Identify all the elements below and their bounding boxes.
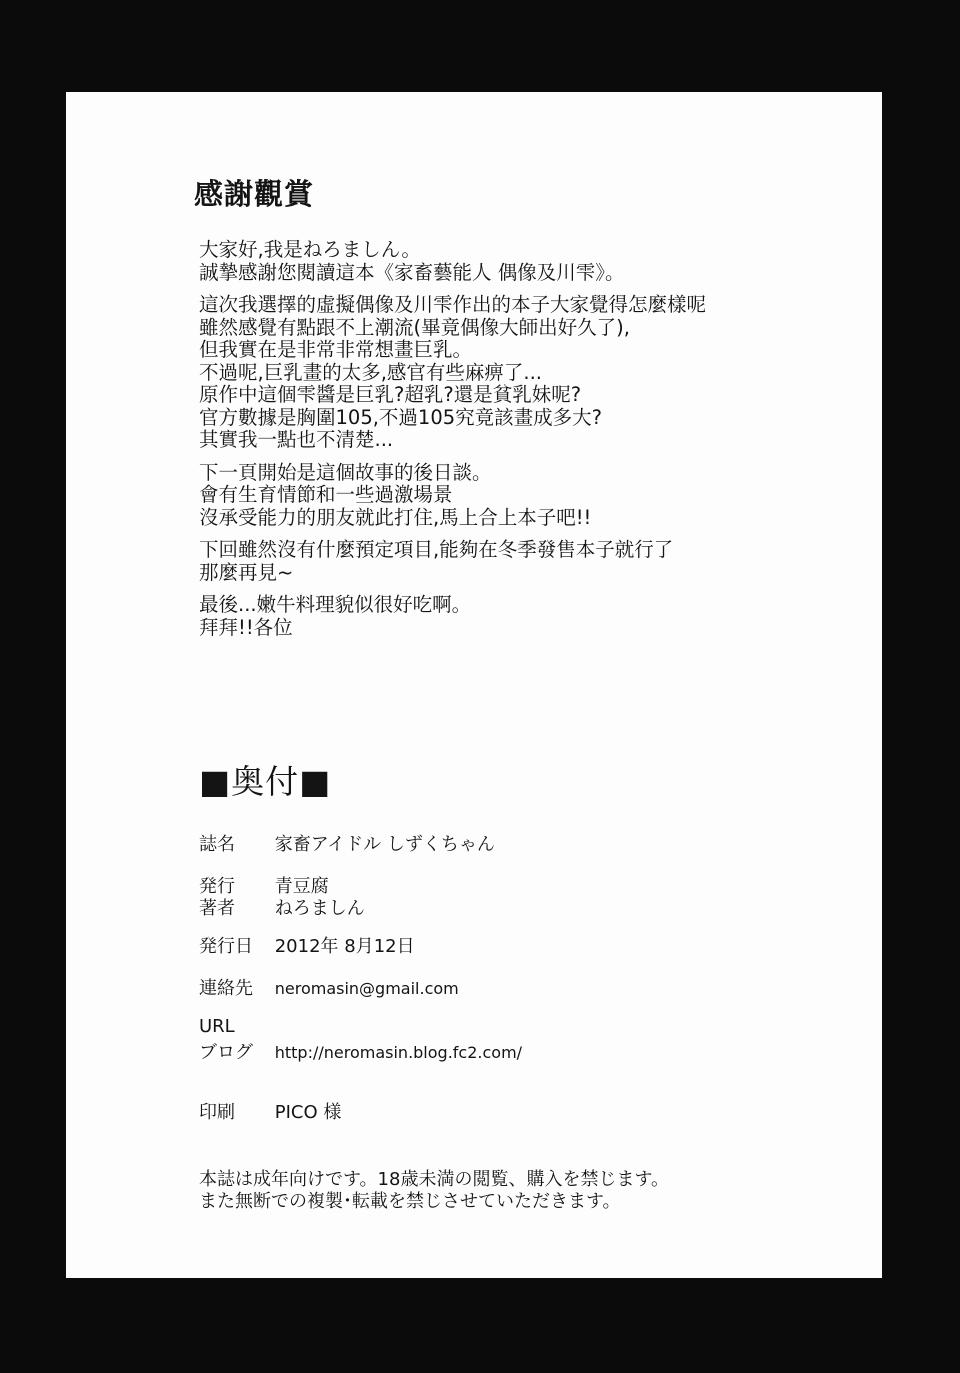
blog-label: ブログ: [199, 1042, 253, 1063]
blog-url-link[interactable]: http://neromasin.blog.fc2.com/: [274, 1043, 523, 1062]
print-value: PICO 様: [274, 1102, 342, 1123]
message-line: 官方數據是胸圍105,不過105究竟該畫成多大?: [199, 405, 602, 429]
notice-line: また無断での複製･転載を禁じさせていただきます。: [199, 1191, 621, 1212]
publisher-value: 青豆腐: [274, 876, 329, 897]
colophon-row-author: [199, 894, 365, 920]
url-label: URL: [199, 1016, 235, 1037]
thanks-title: 感謝觀賞: [194, 177, 315, 211]
magazine-label: 誌名: [199, 834, 235, 855]
colophon-title: ■奥付■: [199, 762, 332, 801]
message-line: 會有生育情節和一些過激場景: [199, 483, 453, 506]
contact-label: 連絡先: [199, 978, 253, 999]
message-line: 但我實在是非常非常想畫巨乳。: [199, 338, 473, 361]
author-label: 著者: [199, 898, 235, 919]
message-paragraph: [199, 239, 859, 284]
message-paragraph: [199, 294, 859, 452]
colophon-row-print: [199, 1098, 341, 1124]
thanks-message: [199, 239, 859, 649]
age-restriction-notice: [199, 1169, 669, 1213]
message-line: 拜拜!!各位: [199, 615, 293, 639]
magazine-value: 家畜アイドル しずくちゃん: [274, 834, 495, 855]
message-line: 下一頁開始是這個故事的後日談。: [199, 460, 492, 484]
message-line: 原作中這個雫醬是巨乳?超乳?還是貧乳妹呢?: [199, 383, 582, 406]
message-paragraph: [199, 594, 859, 639]
message-line: 大家好,我是ねろましん。: [199, 238, 421, 261]
message-line: 其實我一點也不清楚...: [199, 428, 394, 451]
date-label: 発行日: [199, 936, 253, 957]
date-value: 2012年 8月12日: [274, 936, 415, 957]
message-line: 沒承受能力的朋友就此打住,馬上合上本子吧!!: [199, 505, 592, 529]
message-line: 那麼再見~: [199, 560, 294, 584]
message-paragraph: [199, 539, 859, 584]
author-value: ねろましん: [274, 898, 365, 919]
print-label: 印刷: [199, 1102, 235, 1123]
colophon-row-blog: [199, 1038, 522, 1064]
message-line: 最後...嫩牛料理貌似很好吃啊。: [199, 593, 472, 616]
notice-line: 本誌は成年向けです。18歳未満の閲覧、購入を禁じます。: [199, 1169, 670, 1190]
message-line: 誠摯感謝您閱讀這本《家畜藝能人 偶像及川雫》。: [199, 260, 625, 284]
afterword-page: [66, 92, 882, 1278]
colophon-row-contact: [199, 974, 459, 1000]
publisher-label: 発行: [199, 876, 235, 897]
colophon-row-date: [199, 932, 415, 958]
colophon-row-url: [199, 1016, 269, 1037]
message-line: 下回雖然沒有什麼預定項目,能夠在冬季發售本子就行了: [199, 538, 674, 561]
message-line: 不過呢,巨乳畫的太多,感官有些麻痹了...: [199, 360, 542, 384]
message-line: 雖然感覺有點跟不上潮流(畢竟偶像大師出好久了),: [199, 315, 630, 339]
message-paragraph: [199, 462, 859, 530]
message-line: 這次我選擇的虛擬偶像及川雫作出的本子大家覺得怎麼樣呢: [199, 293, 707, 316]
colophon-row-magazine: [199, 830, 495, 856]
contact-email[interactable]: neromasin@gmail.com: [274, 979, 459, 998]
